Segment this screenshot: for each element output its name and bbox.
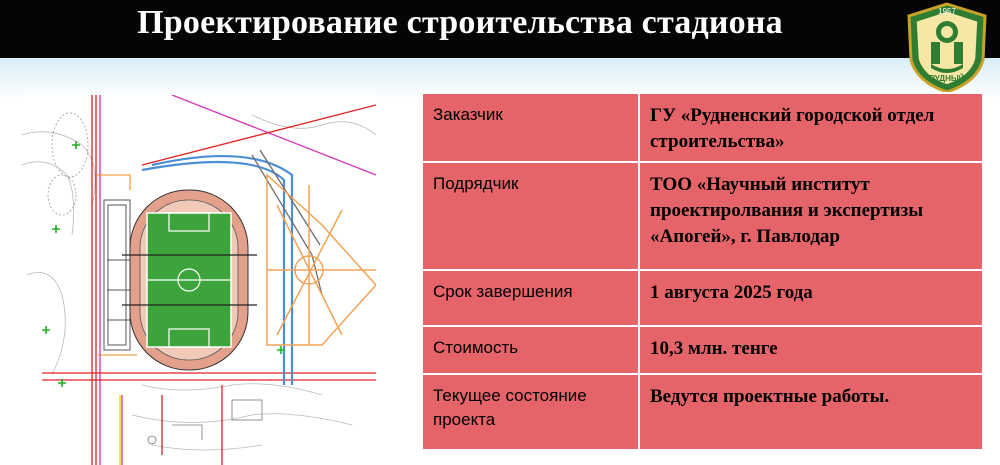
- row-label-deadline: Срок завершения: [422, 270, 639, 326]
- emblem-year: 1957: [938, 7, 956, 16]
- row-value-cost: 10,3 млн. тенге: [639, 326, 983, 374]
- table-row: [422, 93, 983, 162]
- emblem-city-label: РУДНЫЙ: [929, 74, 965, 83]
- table-row: [422, 374, 983, 450]
- rudny-emblem-logo: [905, 2, 989, 94]
- table-row: [422, 270, 983, 326]
- table-row: [422, 162, 983, 270]
- row-label-customer: Заказчик: [422, 93, 639, 162]
- table-row: [422, 326, 983, 374]
- row-value-status: Ведутся проектные работы.: [639, 374, 983, 450]
- row-label-status: Текущее состояние проекта: [422, 374, 639, 450]
- row-label-cost: Стоимость: [422, 326, 639, 374]
- row-label-contractor: Подрядчик: [422, 162, 639, 270]
- page-title: Проектирование строительства стадиона: [137, 4, 783, 41]
- row-value-deadline: 1 августа 2025 года: [639, 270, 983, 326]
- project-info-table: [421, 92, 984, 451]
- row-value-contractor: ТОО «Научный институт проектиролвания и экспертизы «Апогей», г. Павлодар: [639, 162, 983, 270]
- row-value-customer: ГУ «Рудненский городской отдел строительства»: [639, 93, 983, 162]
- stadium-site-plan-image: [22, 95, 376, 465]
